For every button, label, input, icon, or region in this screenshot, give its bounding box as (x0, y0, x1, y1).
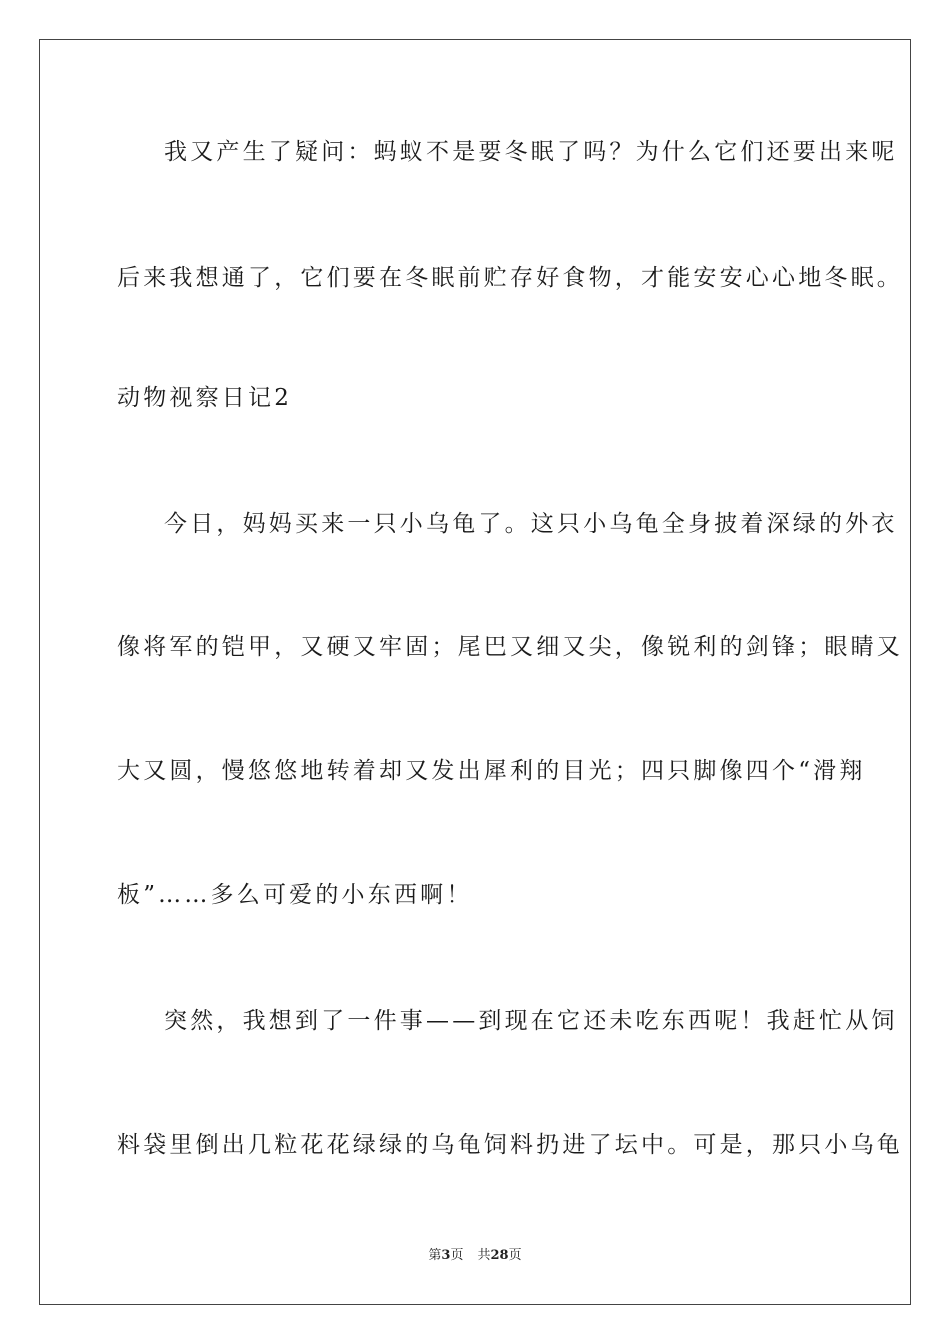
page-suffix: 页 (450, 1248, 464, 1263)
page-number: 3 (441, 1248, 451, 1263)
paragraph-line: 我又产生了疑问：蚂蚁不是要冬眠了吗？为什么它们还要出来呢 (164, 139, 898, 165)
paragraph-line: 大又圆，慢悠悠地转着却又发出犀利的目光；四只脚像四个“滑翔 (117, 758, 866, 784)
paragraph-line: 突然，我想到了一件事——到现在它还未吃东西呢！我赶忙从饲 (164, 1008, 898, 1034)
paragraph-line: 板”……多么可爱的小东西啊！ (117, 882, 473, 908)
paragraph-line: 今日，妈妈买来一只小乌龟了。这只小乌龟全身披着深绿的外衣 (164, 511, 898, 537)
page-prefix: 第 (428, 1248, 442, 1263)
page-border (39, 39, 911, 1305)
paragraph-line: 像将军的铠甲，又硬又牢固；尾巴又细又尖，像锐利的剑锋；眼睛又 (117, 634, 903, 660)
page-footer (0, 1247, 950, 1265)
paragraph-line: 后来我想通了，它们要在冬眠前贮存好食物，才能安安心心地冬眠。 (117, 265, 903, 291)
total-suffix: 页 (508, 1248, 522, 1263)
paragraph-line: 料袋里倒出几粒花花绿绿的乌龟饲料扔进了坛中。可是，那只小乌龟 (117, 1132, 903, 1158)
section-heading: 动物视察日记2 (117, 385, 293, 411)
total-pages: 28 (490, 1248, 509, 1263)
total-prefix: 共 (477, 1248, 491, 1263)
